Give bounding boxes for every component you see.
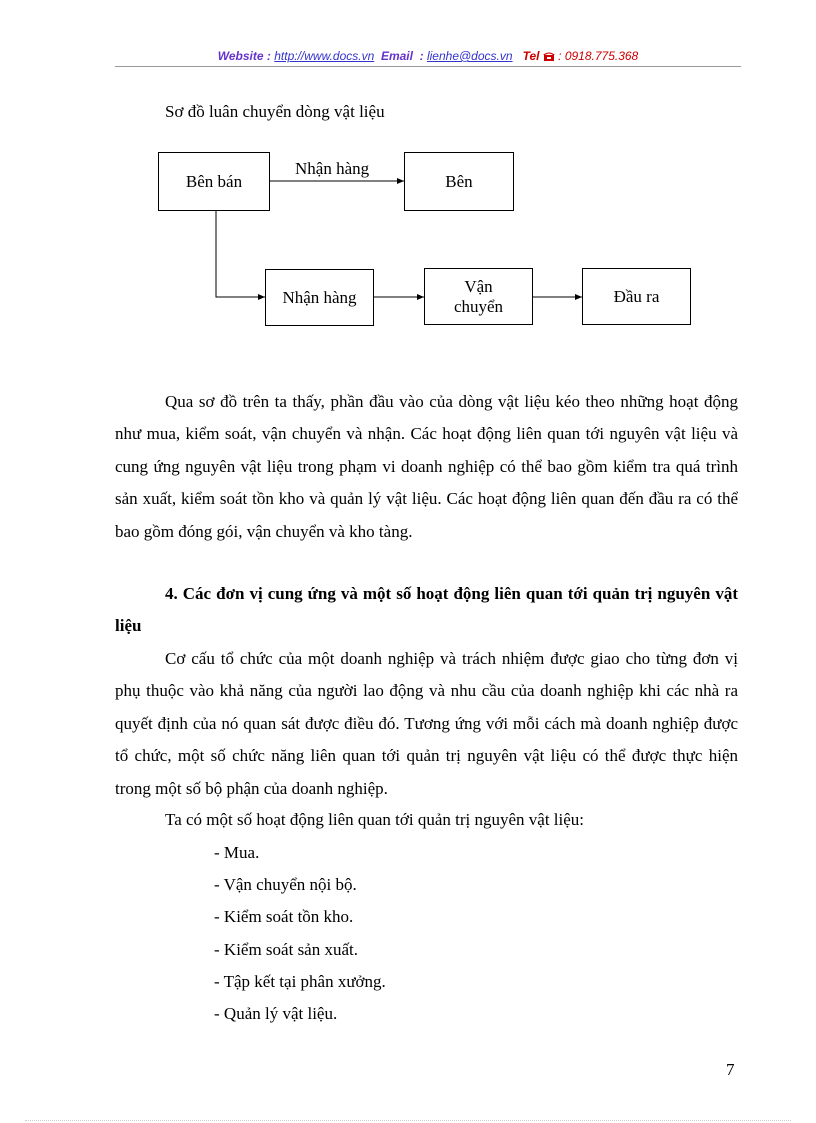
paragraph-2: Cơ cấu tổ chức của một doanh nghiệp và trách nhiệm được giao cho từng đơn vị phụ thuộc vào khả năng của người lao động và nhu cầu của doanh nghiệp khi các nhà ra quyết định của nó quan sát được điều đó. Tương ứng với mỗi cách mà doanh nghiệp được tổ chức, một số chức năng liên quan tới quản trị nguyên vật liệu có thể được thực hiện trong một số bộ phận của doanh nghiệp. — [115, 649, 738, 798]
box-output: Đầu ra — [582, 268, 691, 325]
arrow-label: Nhận hàng — [295, 159, 370, 178]
page-header: Website : http://www.docs.vn Email : lienhe@docs.vn Tel : 0918.775.368 — [115, 47, 741, 65]
paragraph-1: Qua sơ đồ trên ta thấy, phần đầu vào của dòng vật liệu kéo theo những hoạt động như mua, kiểm soát, vận chuyển và nhận. Các hoạt động liên quan tới nguyên vật liệu và cung ứng nguyên vật liệu trong phạm vi doanh nghiệp có thể bao gồm kiểm tra quá trình sản xuất, kiểm soát tồn kho và quản lý vật liệu. Các hoạt động liên quan đến đầu ra có thể bao gồm đóng gói, vận chuyển và kho tàng. — [115, 392, 738, 541]
arrow-seller-to-receive — [216, 211, 265, 297]
tel-label: Tel — [522, 49, 540, 63]
website-label: Website — [217, 49, 264, 63]
box-receive: Nhận hàng — [265, 269, 374, 326]
list-item: - Mua. — [214, 843, 260, 862]
section-heading: 4. Các đơn vị cung ứng và một số hoạt động liên quan tới quản trị nguyên vật liệu — [115, 584, 738, 635]
phone-number: 0918.775.368 — [564, 49, 639, 63]
box-seller: Bên bán — [158, 152, 270, 211]
website-link[interactable]: http://www.docs.vn — [274, 49, 375, 63]
list-item: - Tập kết tại phân xưởng. — [214, 971, 386, 991]
box-side: Bên — [404, 152, 514, 211]
list-item: - Kiểm soát sản xuất. — [214, 939, 358, 959]
paragraph-3: Ta có một số hoạt động liên quan tới quản trị nguyên vật liệu: — [165, 810, 585, 829]
page-edge-divider — [25, 1120, 791, 1121]
diagram-caption: Sơ đồ luân chuyển dòng vật liệu — [165, 102, 385, 121]
page-number: 7 — [726, 1060, 735, 1079]
email-link[interactable]: lienhe@docs.vn — [426, 49, 513, 63]
box-transport: Vận chuyển — [424, 268, 533, 325]
activity-list — [214, 837, 386, 1030]
email-label: Email — [380, 49, 413, 63]
list-item: - Kiểm soát tồn kho. — [214, 907, 354, 927]
list-item: - Quản lý vật liệu. — [214, 1004, 338, 1024]
list-item: - Vận chuyển nội bộ. — [214, 875, 357, 895]
